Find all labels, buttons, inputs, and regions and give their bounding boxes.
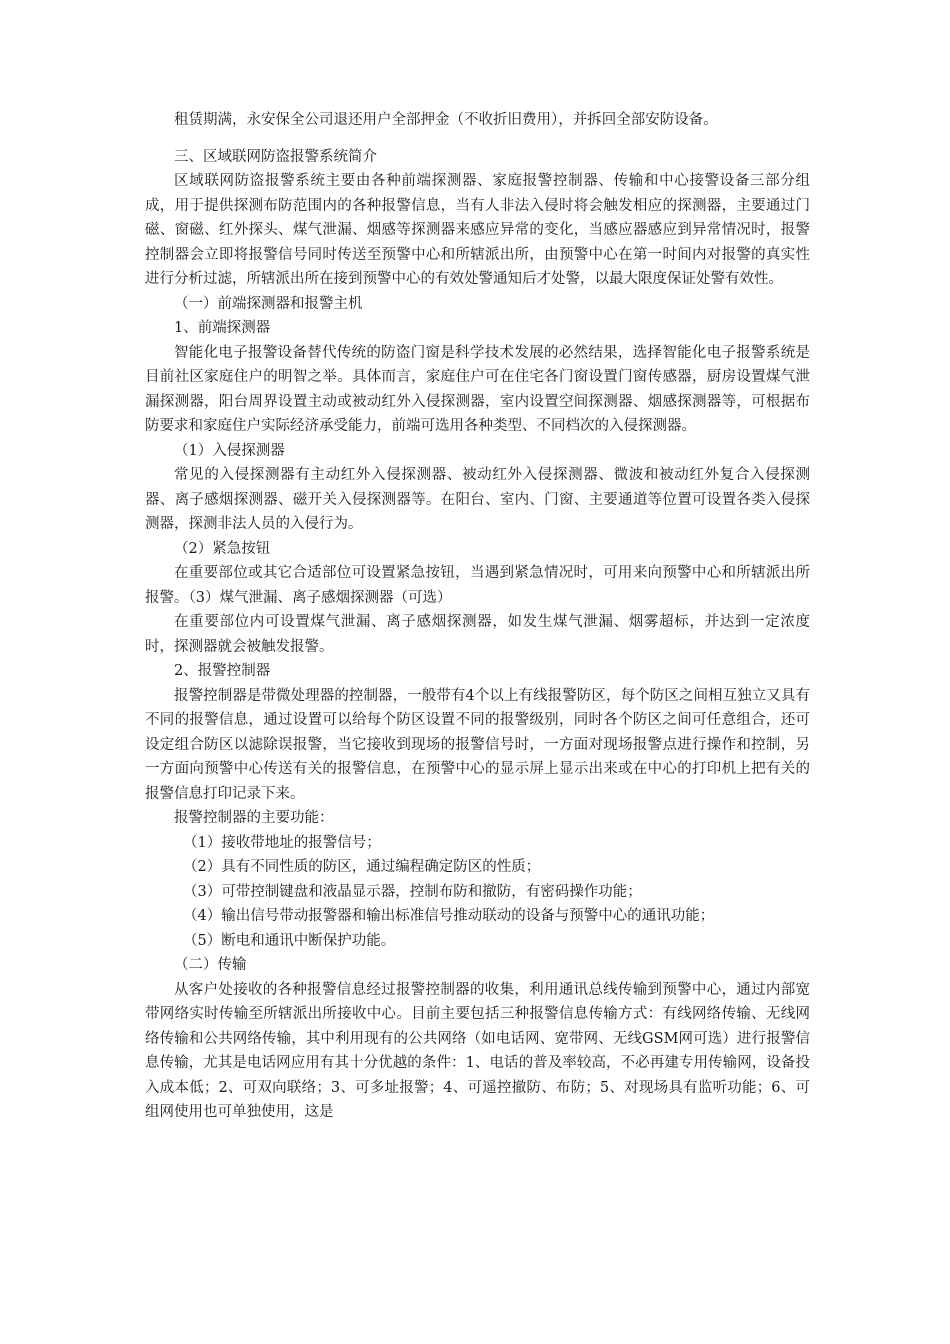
heading-alarm-controller: 2、报警控制器 — [174, 663, 271, 679]
heading-section-3: 三、区域联网防盗报警系统简介 — [174, 148, 377, 165]
paragraph-front-detector: 智能化电子报警设备替代传统的防盗门窗是科学技术发展的必然结果，选择智能化电子报警系统是目前社区家庭住户的明智之举。具体而言，家庭住户可在住宅各门窗设置门窗传感器，厨房设置煤气泄漏探测器，阳台周界设置主动或被动红外入侵探测器，室内设置空间探测器、烟感探测器等，可根据布防要求和家庭住户实际经济承受能力，前端可选用各种类型、不同档次的入侵探测器。 — [145, 344, 810, 434]
heading-controller-functions: 报警控制器的主要功能： — [174, 810, 334, 826]
paragraph-gas-smoke-detector: 在重要部位内可设置煤气泄漏、离子感烟探测器，如发生煤气泄漏、烟雾超标，并达到一定浓度时，探测器就会被触发报警。 — [145, 614, 810, 655]
paragraph-intrusion-detector: 常见的入侵探测器有主动红外入侵探测器、被动红外入侵探测器、微波和被动红外复合入侵探测器、离子感烟探测器、磁开关入侵探测器等。在阳台、室内、门窗、主要通道等位置可设置各类入侵探测器，探测非法人员的入侵行为。 — [145, 467, 810, 532]
function-item: （2）具有不同性质的防区，通过编程确定防区的性质； — [183, 859, 541, 875]
heading-front-and-host: （一）前端探测器和报警主机 — [174, 295, 363, 312]
function-item: （1）接收带地址的报警信号； — [183, 834, 381, 851]
spacer — [145, 133, 810, 145]
paragraph-lease: 租赁期满，永安保全公司退还用户全部押金（不收折旧费用），并拆回全部安防设备。 — [174, 112, 718, 128]
paragraph-alarm-controller: 报警控制器是带微处理器的控制器，一般带有4个以上有线报警防区，每个防区之间相互独立又具有不同的报警信息，通过设置可以给每个防区设置不同的报警级别，同时各个防区之间可任意组合，还可设定组合防区以滤除误报警，当它接收到现场的报警信号时，一方面对现场报警点进行操作和控制，另一方面向预警中心传送有关的报警信息，在预警中心的显示屏上显示出来或在中心的打印机上把有关的报警信息打印记录下来。 — [145, 687, 810, 802]
function-item: （3）可带控制键盘和液晶显示器，控制布防和撤防，有密码操作功能； — [183, 883, 642, 900]
paragraph-system-intro: 区域联网防盗报警系统主要由各种前端探测器、家庭报警控制器、传输和中心接警设备三部分组成，用于提供探测布防范围内的各种报警信息，当有人非法入侵时将会触发相应的探测器，主要通过门磁、窗磁、红外探头、煤气泄漏、烟感等探测器来感应异常的变化，当感应器感应到异常情况时，报警控制器会立即将报警信号同时传送至预警中心和所辖派出所，由预警中心在第一时间内对报警的真实性进行分析过滤，所辖派出所在接到预警中心的有效处警通知后才处警，以最大限度保证处警有效性。 — [145, 173, 810, 287]
heading-front-detector: 1、前端探测器 — [174, 320, 271, 336]
function-item: （5）断电和通讯中断保护功能。 — [183, 932, 396, 949]
function-list — [145, 831, 810, 954]
heading-intrusion-detector: （1）入侵探测器 — [174, 442, 285, 459]
function-item: （4）输出信号带动报警器和输出标准信号推动联动的设备与预警中心的通讯功能； — [183, 908, 715, 924]
paragraph-emergency-button: 在重要部位或其它合适部位可设置紧急按钮，当遇到紧急情况时，可用来向预警中心和所辖派出所报警。（3）煤气泄漏、离子感烟探测器（可选） — [145, 565, 810, 606]
paragraph-transmission: 从客户处接收的各种报警信息经过报警控制器的收集，利用通讯总线传输到预警中心，通过内部宽带网络实时传输至所辖派出所接收中心。目前主要包括三种报警信息传输方式：有线网络传输、无线网络传输和公共网络传输，其中利用现有的公共网络（如电话网、宽带网、无线GSM网可选）进行报警信息传输，尤其是电话网应用有其十分优越的条件：1、电话的普及率较高，不必再建专用传输网，设备投入成本低；2、可双向联络；3、可多址报警；4、可遥控撤防、布防；5、对现场具有监听功能；6、可组网使用也可单独使用，这是 — [145, 981, 810, 1120]
heading-transmission: （二）传输 — [174, 957, 247, 973]
heading-emergency-button: （2）紧急按钮 — [174, 540, 271, 557]
document-page — [145, 108, 810, 1125]
